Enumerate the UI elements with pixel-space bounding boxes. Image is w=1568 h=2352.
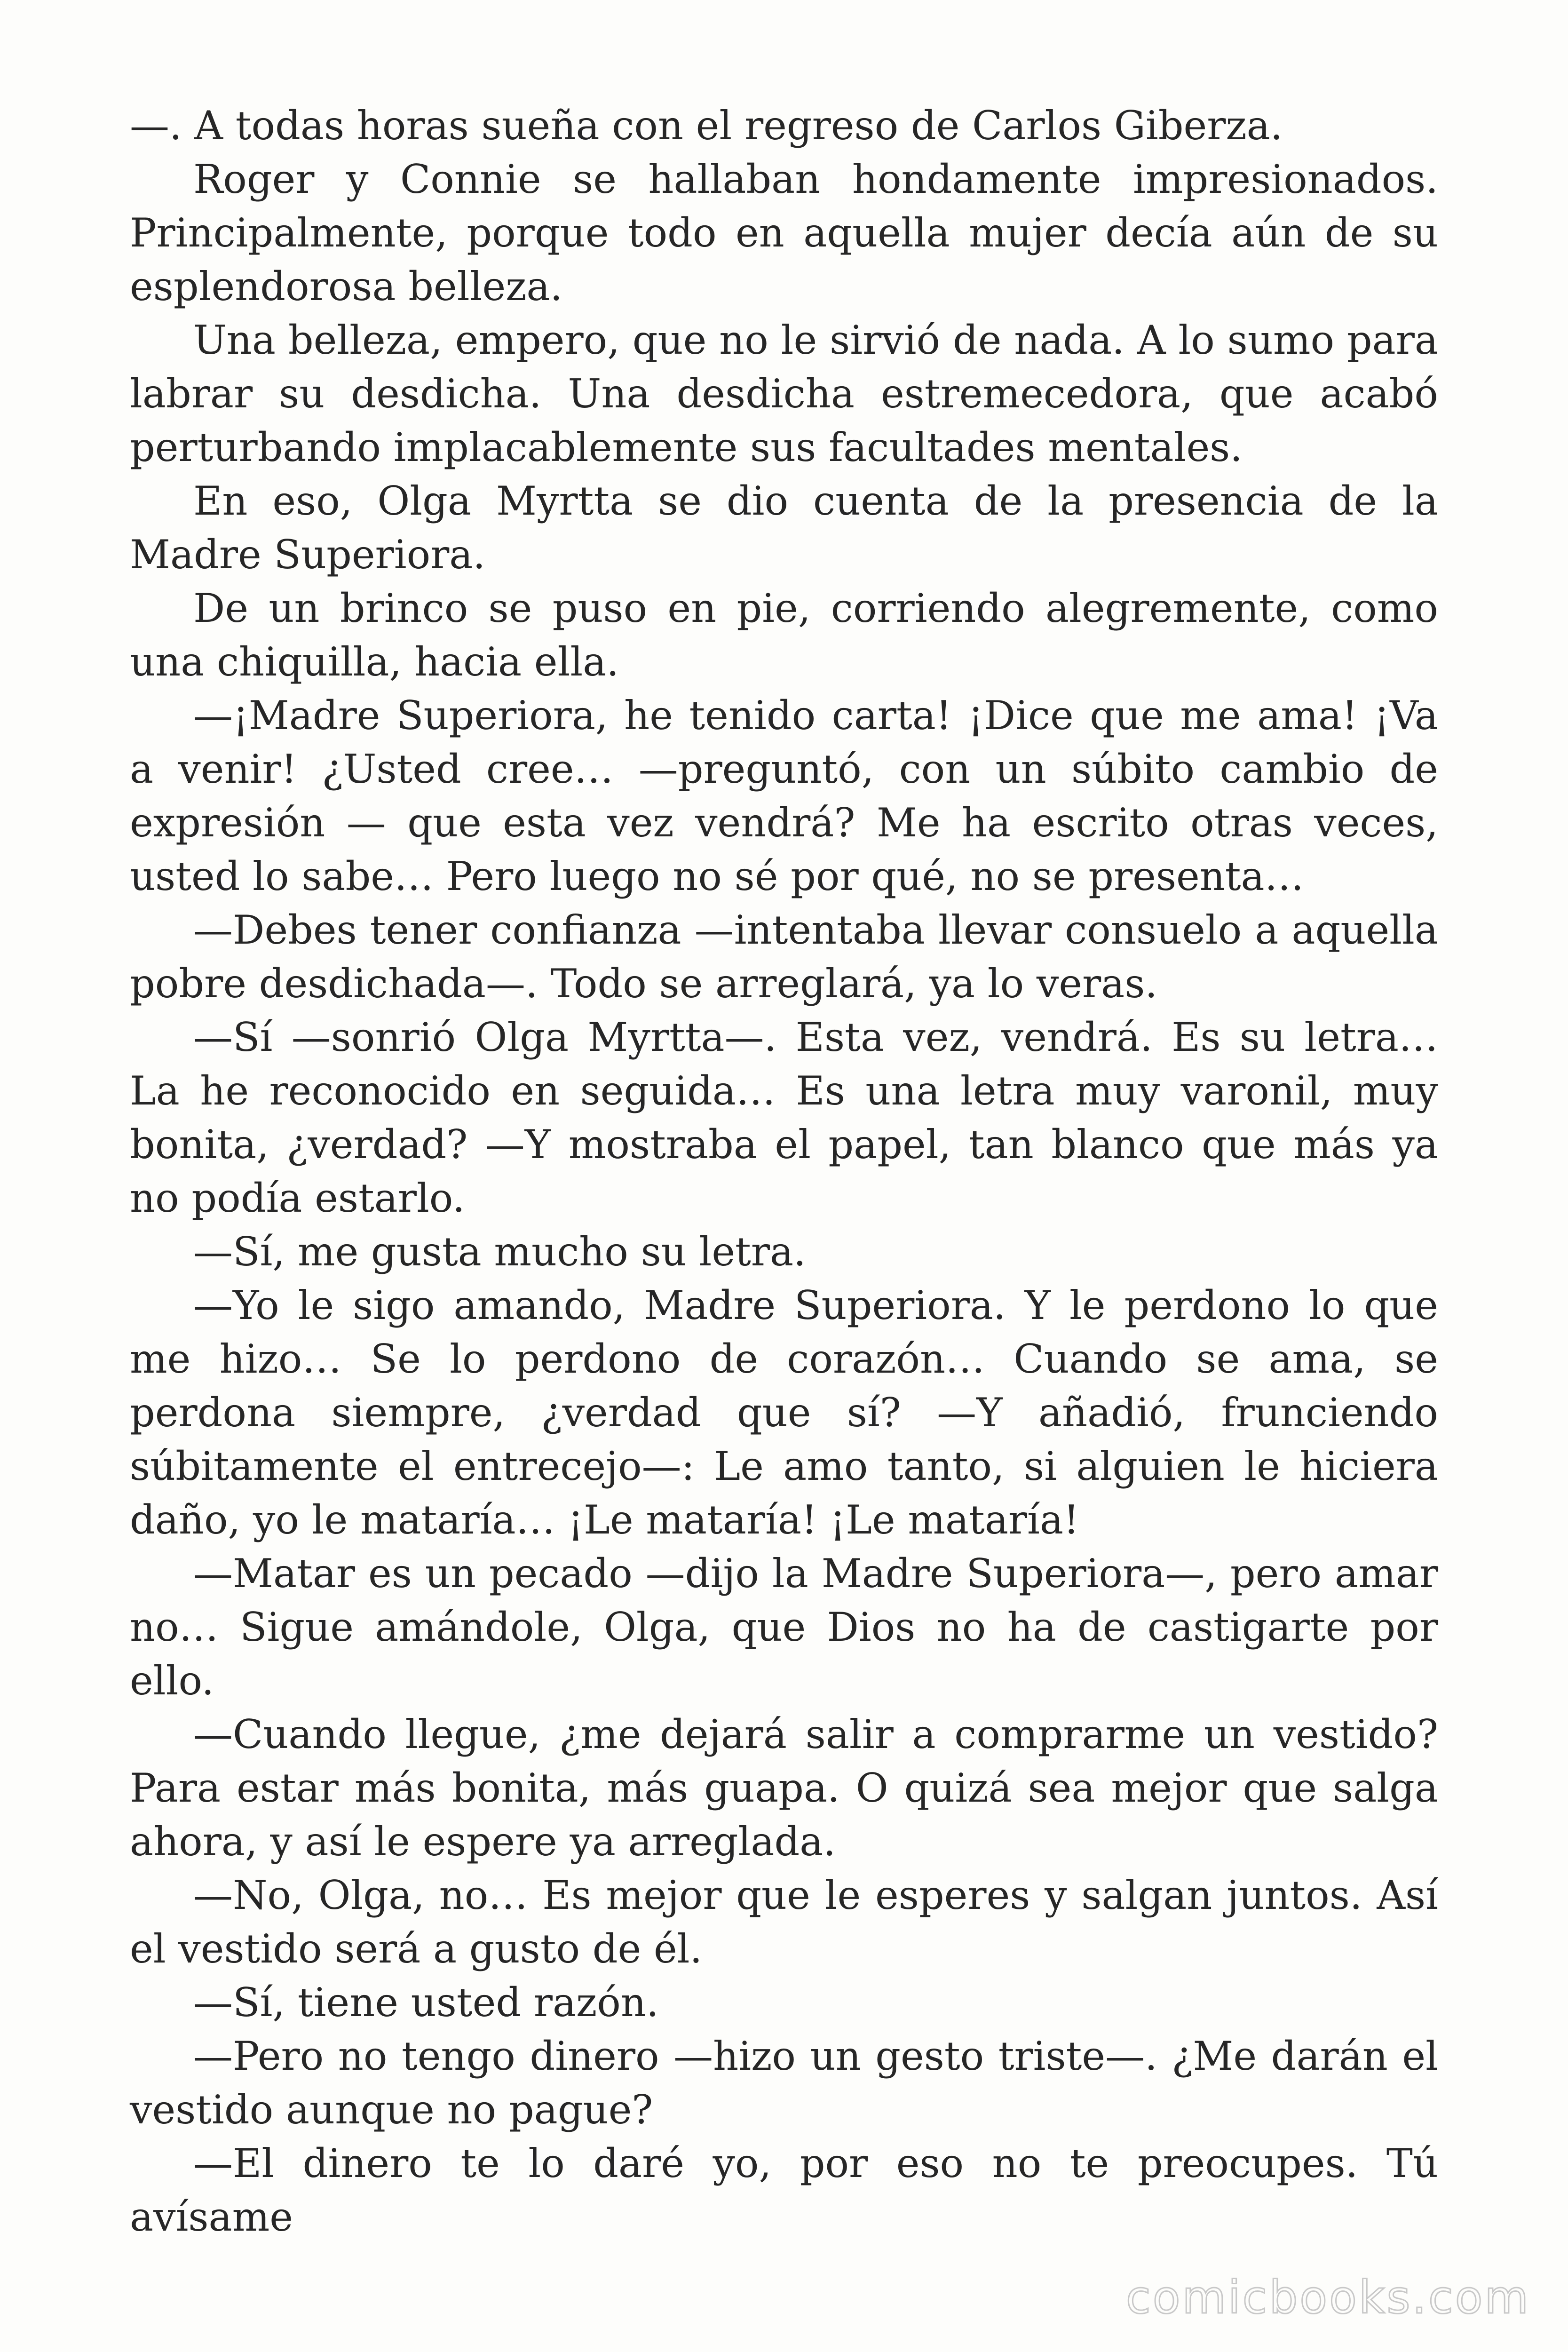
paragraph: Roger y Connie se hallaban hondamente impresionados. Principalmente, porque todo en aquella mujer decía aún de su esplendorosa belleza. xyxy=(130,156,1438,310)
paragraph: De un brinco se puso en pie, corriendo alegremente, como una chiquilla, hacia ella. xyxy=(130,585,1438,685)
paragraph: —Cuando llegue, ¿me dejará salir a comprarme un vestido? Para estar más bonita, más guapa. O quizá sea mejor que salga ahora, y así le espere ya arreglada. xyxy=(130,1711,1438,1865)
paragraph: —No, Olga, no… Es mejor que le esperes y salgan juntos. Así el vestido será a gusto de él. xyxy=(130,1872,1438,1972)
paragraph: —Matar es un pecado —dijo la Madre Superiora—, pero amar no… Sigue amándole, Olga, que Dios no ha de castigarte por ello. xyxy=(130,1550,1438,1704)
paragraph: —El dinero te lo daré yo, por eso no te preocupes. Tú avísame xyxy=(130,2140,1438,2240)
paragraph: Una belleza, empero, que no le sirvió de nada. A lo sumo para labrar su desdicha. Una desdicha estremecedora, que acabó perturbando implacablemente sus facultades mentales. xyxy=(130,317,1438,470)
paragraph: —Pero no tengo dinero —hizo un gesto triste—. ¿Me darán el vestido aunque no pague? xyxy=(130,2033,1438,2133)
paragraph: —Yo le sigo amando, Madre Superiora. Y le perdono lo que me hizo… Se lo perdono de corazón… Cuando se ama, se perdona siempre, ¿verdad que sí? —Y añadió, frunciendo súbitamente el entrecejo—: Le amo tanto, si alguien le hiciera daño, yo le mataría… ¡Le mataría! ¡Le mataría! xyxy=(130,1282,1438,1543)
paragraph: —Sí —sonrió Olga Myrtta—. Esta vez, vendrá. Es su letra… La he reconocido en seguida… Es una letra muy varonil, muy bonita, ¿verdad? —Y mostraba el papel, tan blanco que más ya no podía estarlo. xyxy=(130,1014,1438,1221)
paragraph: —. A todas horas sueña con el regreso de Carlos Giberza. xyxy=(130,103,1283,149)
paragraph: —Debes tener confianza —intentaba llevar consuelo a aquella pobre desdichada—. Todo se arreglará, ya lo veras. xyxy=(130,907,1438,1007)
paragraph: En eso, Olga Myrtta se dio cuenta de la presencia de la Madre Superiora. xyxy=(130,478,1438,578)
book-page-text xyxy=(130,99,1438,2244)
paragraph: —¡Madre Superiora, he tenido carta! ¡Dice que me ama! ¡Va a venir! ¿Usted cree… —preguntó, con un súbito cambio de expresión — que esta vez vendrá? Me ha escrito otras veces, usted lo sabe… Pero luego no sé por qué, no se presenta… xyxy=(130,692,1438,899)
paragraph: —Sí, tiene usted razón. xyxy=(193,1979,659,2026)
paragraph: —Sí, me gusta mucho su letra. xyxy=(193,1229,806,1275)
watermark: comicbooks.com xyxy=(1125,2271,1530,2324)
